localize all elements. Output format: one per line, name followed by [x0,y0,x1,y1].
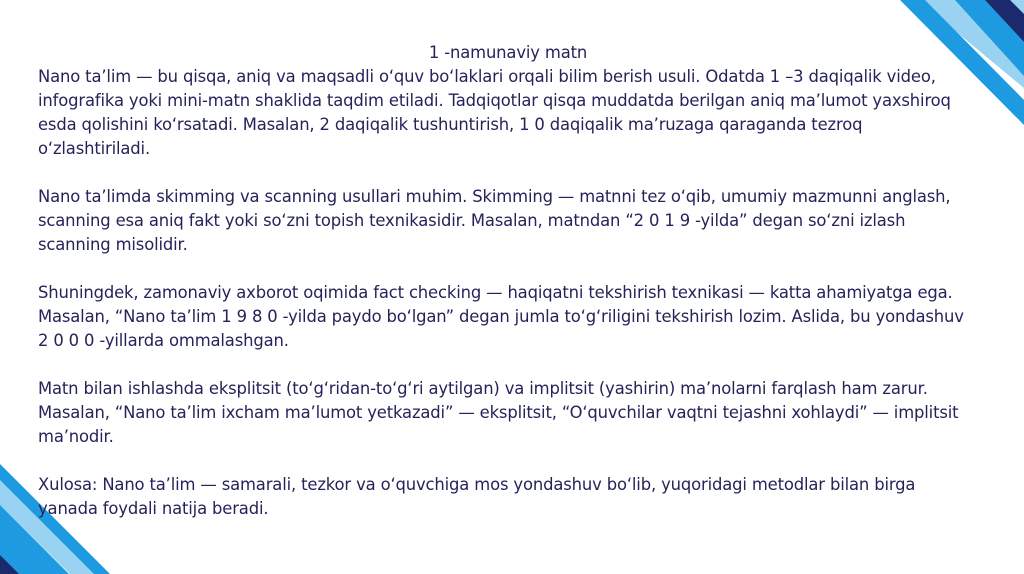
paragraph-4: Matn bilan ishlashda eksplitsit (to‘g‘ridan-to‘g‘ri aytilgan) va implitsit (yashirin) ma’nolarni farqlash ham zarur. Masalan, “Nano ta’lim ixcham ma’lumot yetkazadi” — eksplitsit, “O‘quvchilar vaqtni tejashni xohlaydi” — implitsit ma’nodir. [38,379,959,446]
slide-text-content [38,41,978,545]
paragraph-3: Shuningdek, zamonaviy axborot oqimida fact checking — haqiqatni tekshirish texnikasi — katta ahamiyatga ega. Masalan, “Nano ta’lim 1 9 8 0 -yilda paydo bo‘lgan” degan jumla to‘g‘riligini tekshirish lozim. Aslida, bu yondashuv 2 0 0 0 -yillarda ommalashgan. [38,283,964,350]
paragraph-1: Nano ta’lim — bu qisqa, aniq va maqsadli o‘quv bo‘laklari orqali bilim berish usuli. Odatda 1 –3 daqiqalik video, infografika yoki mini-matn shaklida taqdim etiladi. Tadqiqotlar qisqa muddatda berilgan aniq ma’lumot yaxshiroq esda qolishini ko‘rsatadi. Masalan, 2 daqiqalik tushuntirish, 1 0 daqiqalik ma’ruzaga qaraganda tezroq o‘zlashtiriladi. [38,67,951,158]
paragraph-5: Xulosa: Nano ta’lim — samarali, tezkor va o‘quvchiga mos yondashuv bo‘lib, yuqoridagi metodlar bilan birga yanada foydali natija beradi. [38,475,916,518]
paragraph-2: Nano ta’limda skimming va scanning usullari muhim. Skimming — matnni tez o‘qib, umumiy mazmunni anglash, scanning esa aniq fakt yoki so‘zni topish texnikasidir. Masalan, matndan “2 0 1 9 -yilda” degan so‘zni izlash scanning misolidir. [38,187,951,254]
slide-title: 1 -namunaviy matn [428,43,588,62]
